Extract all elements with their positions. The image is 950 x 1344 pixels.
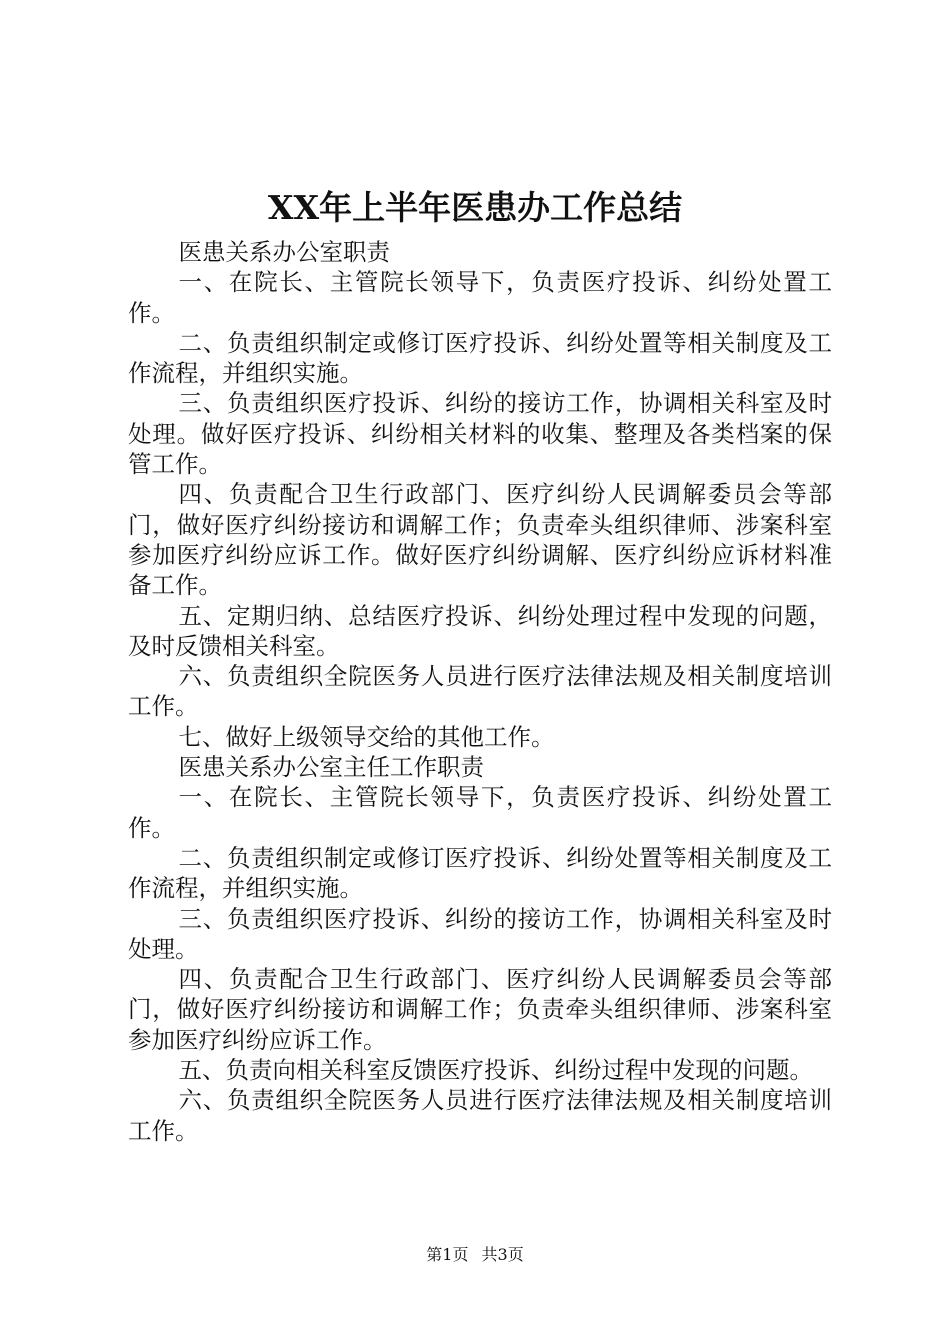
paragraph: 七、做好上级领导交给的其他工作。 bbox=[178, 722, 555, 751]
paragraph: 二、负责组织制定或修订医疗投诉、纠纷处置等相关制度及工作流程，并组织实施。 bbox=[128, 843, 832, 903]
paragraph: 五、负责向相关科室反馈医疗投诉、纠纷过程中发现的问题。 bbox=[178, 1056, 814, 1085]
document-title: XX年上半年医患办工作总结 bbox=[267, 188, 683, 227]
section-heading: 医患关系办公室职责 bbox=[178, 238, 391, 266]
page-number-total: 共3页 bbox=[481, 1245, 524, 1264]
paragraph: 一、在院长、主管院长领导下，负责医疗投诉、纠纷处置工作。 bbox=[128, 783, 832, 842]
page-number-current: 第1页 bbox=[426, 1245, 469, 1264]
paragraph: 五、定期归纳、总结医疗投诉、纠纷处理过程中发现的问题，及时反馈相关科室。 bbox=[128, 601, 832, 660]
paragraph: 三、负责组织医疗投诉、纠纷的接访工作，协调相关科室及时处理。 bbox=[128, 904, 832, 963]
section-heading: 医患关系办公室主任工作职责 bbox=[178, 753, 485, 782]
paragraph: 四、负责配合卫生行政部门、医疗纠纷人民调解委员会等部门，做好医疗纠纷接访和调解工作；负责牵头组织律师、涉案科室参加医疗纠纷应诉工作。做好医疗纠纷调解、医疗纠纷应诉材料准备工作。 bbox=[128, 480, 832, 600]
document-body bbox=[128, 237, 832, 1146]
paragraph: 二、负责组织制定或修订医疗投诉、纠纷处置等相关制度及工作流程，并组织实施。 bbox=[128, 328, 832, 388]
paragraph: 三、负责组织医疗投诉、纠纷的接访工作，协调相关科室及时处理。做好医疗投诉、纠纷相关材料的收集、整理及各类档案的保管工作。 bbox=[128, 389, 832, 479]
paragraph: 六、负责组织全院医务人员进行医疗法律法规及相关制度培训工作。 bbox=[128, 662, 832, 721]
paragraph: 一、在院长、主管院长领导下，负责医疗投诉、纠纷处置工作。 bbox=[128, 268, 832, 327]
paragraph: 六、负责组织全院医务人员进行医疗法律法规及相关制度培训工作。 bbox=[128, 1086, 832, 1145]
paragraph: 四、负责配合卫生行政部门、医疗纠纷人民调解委员会等部门，做好医疗纠纷接访和调解工作；负责牵头组织律师、涉案科室参加医疗纠纷应诉工作。 bbox=[128, 965, 832, 1054]
page-footer bbox=[0, 1244, 950, 1266]
